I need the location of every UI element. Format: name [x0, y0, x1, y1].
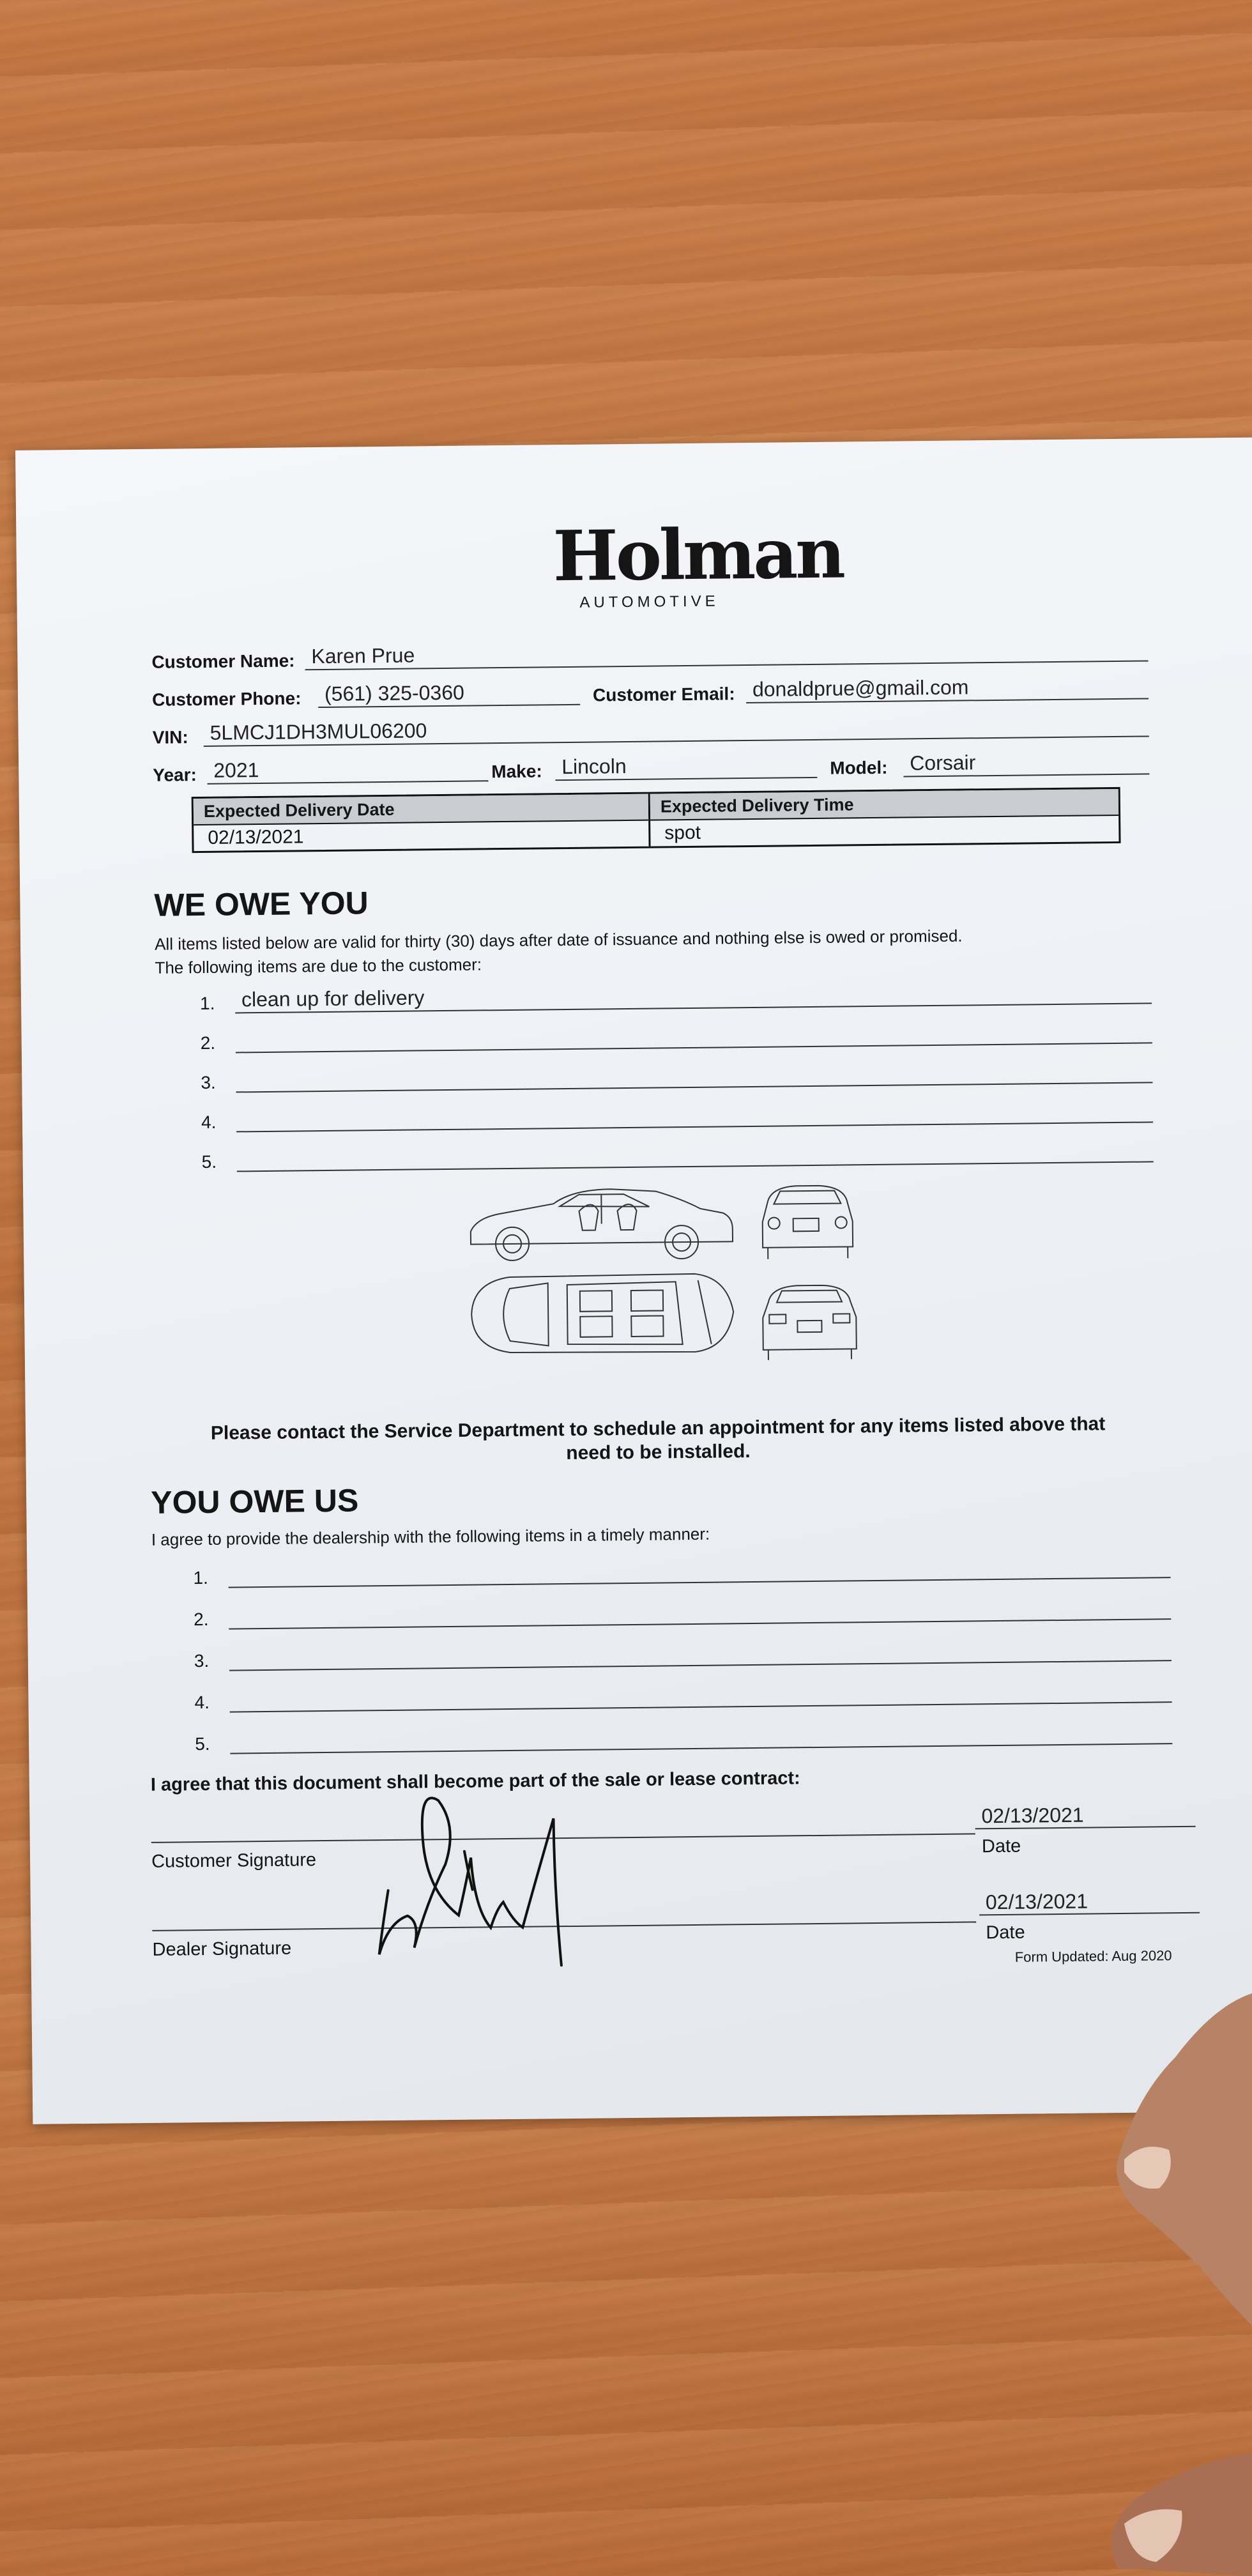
delivery-table: [192, 787, 1121, 853]
you-owe-num-1: 1.: [193, 1567, 209, 1588]
we-owe-due: The following items are due to the customer:: [155, 954, 482, 977]
we-owe-line-3: [236, 1082, 1153, 1092]
agreement-statement: I agree that this document shall become part of the sale or lease contract:: [150, 1768, 800, 1795]
vin-label: VIN:: [152, 727, 188, 747]
year-value: 2021: [213, 758, 259, 782]
make-label: Make:: [491, 761, 542, 782]
car-side-view: [470, 1188, 733, 1261]
customer-email-label: Customer Email:: [592, 684, 735, 705]
model-label: Model:: [830, 757, 888, 778]
delivery-date-cell: [194, 794, 651, 851]
customer-phone-value: (561) 325-0360: [324, 680, 465, 705]
hand-photo-element: [1099, 1968, 1252, 2576]
you-owe-num-5: 5.: [195, 1733, 210, 1754]
delivery-time-header: Expected Delivery Time: [650, 789, 1118, 821]
you-owe-intro: I agree to provide the dealership with the following items in a timely manner:: [151, 1524, 710, 1549]
we-owe-line-5: [237, 1161, 1154, 1172]
we-owe-line-2: [236, 1042, 1152, 1053]
paper-form: [15, 438, 1252, 2124]
car-top-view: [471, 1273, 734, 1354]
handwritten-signature: [362, 1760, 632, 1993]
we-owe-num-1: 1.: [199, 993, 215, 1014]
customer-email-value: donaldprue@gmail.com: [752, 675, 969, 701]
we-owe-num-4: 4.: [201, 1112, 217, 1133]
you-owe-line-5: [230, 1743, 1172, 1754]
delivery-time-cell: [650, 789, 1119, 847]
you-owe-line-3: [229, 1660, 1172, 1671]
we-owe-item-1: clean up for delivery: [241, 986, 425, 1011]
car-front-view: [762, 1185, 853, 1259]
you-owe-num-4: 4.: [194, 1692, 210, 1713]
year-label: Year:: [153, 765, 197, 785]
delivery-date-value: 02/13/2021: [208, 826, 304, 848]
customer-signature-label: Customer Signature: [151, 1850, 317, 1872]
customer-name-value: Karen Prue: [311, 643, 415, 668]
you-owe-num-2: 2.: [194, 1609, 209, 1630]
we-owe-line-4: [236, 1121, 1153, 1132]
we-owe-validity: All items listed below are valid for thirty (30) days after date of issuance and nothing else is owed or promised.: [154, 926, 963, 954]
we-owe-num-5: 5.: [201, 1151, 217, 1172]
holman-logo: Holman AUTOMOTIVE: [553, 513, 844, 611]
vehicle-diagram: [464, 1183, 874, 1398]
customer-name-label: Customer Name:: [151, 650, 295, 672]
dealer-date-label: Date: [986, 1922, 1025, 1943]
delivery-time-value: spot: [664, 822, 701, 844]
customer-date-label: Date: [981, 1836, 1021, 1857]
form-updated-note: Form Updated: Aug 2020: [1014, 1947, 1172, 1965]
contact-note-line-1: Please contact the Service Department to schedule an appointment for any items listed above that: [210, 1413, 1106, 1444]
customer-name-line: [305, 660, 1149, 670]
car-rear-view: [763, 1285, 857, 1360]
customer-date-value: 02/13/2021: [981, 1803, 1084, 1828]
we-owe-num-3: 3.: [201, 1072, 216, 1093]
you-owe-line-1: [229, 1577, 1171, 1588]
make-value: Lincoln: [561, 755, 627, 779]
you-owe-line-4: [230, 1701, 1172, 1712]
customer-phone-label: Customer Phone:: [151, 688, 302, 710]
we-owe-title: WE OWE YOU: [154, 885, 369, 923]
you-owe-title: YOU OWE US: [150, 1482, 359, 1521]
dealer-signature-label: Dealer Signature: [152, 1938, 292, 1960]
you-owe-line-2: [229, 1618, 1171, 1629]
dealer-date-value: 02/13/2021: [985, 1889, 1088, 1914]
contact-note-line-2: need to be installed.: [566, 1441, 751, 1464]
delivery-date-header: Expected Delivery Date: [194, 794, 648, 825]
we-owe-num-2: 2.: [200, 1032, 216, 1054]
model-value: Corsair: [910, 751, 976, 775]
you-owe-num-3: 3.: [194, 1650, 210, 1671]
vin-value: 5LMCJ1DH3MUL06200: [210, 719, 427, 744]
